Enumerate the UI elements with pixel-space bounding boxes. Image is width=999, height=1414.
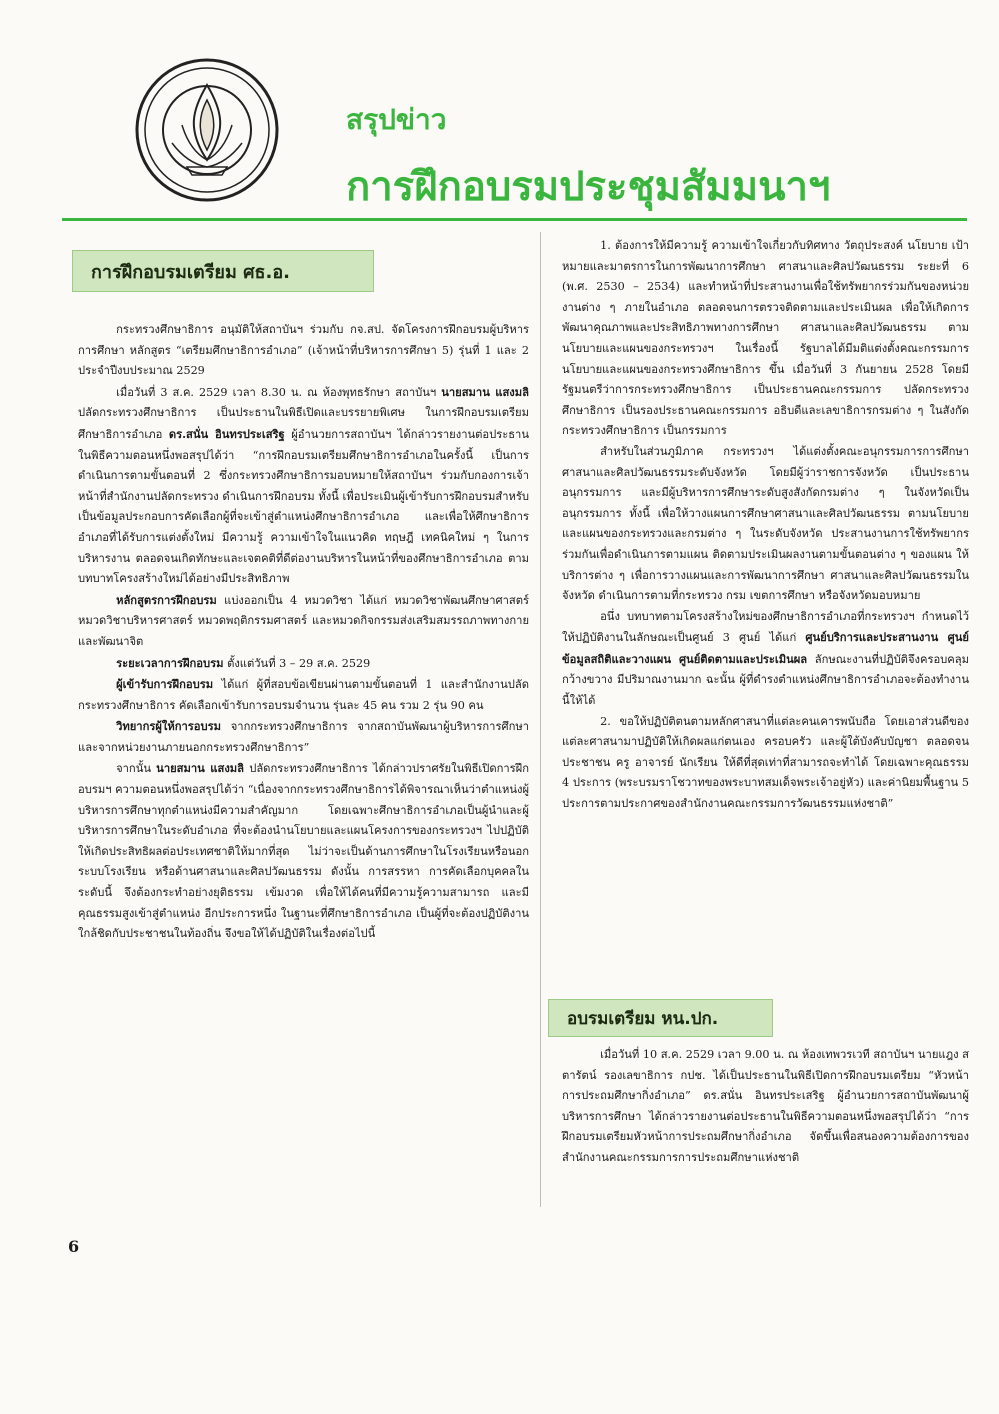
- right-paragraph-5: เมื่อวันที่ 10 ส.ค. 2529 เวลา 9.00 น. ณ ห้องเทพวรเวที สถาบันฯ นายแฎง สตารัตน์ รองเลขาธิการ กปช. ได้เป็นประธานในพิธีเปิดการฝึกอบรมเตรียม “หัวหน้าการประถมศึกษากิ่งอำเภอ” ดร.สนั่น อินทรประเสริฐ ผู้อำนวยการสถาบันพัฒนาผู้บริหารการศึกษา ได้กล่าวรายงานต่อประธานในพิธีความตอนหนึ่งพอสรุปได้ว่า “การฝึกอบรมเตรียมหัวหน้าการประถมศึกษากิ่งอำเภอ จัดขึ้นเพื่อสนองความต้องการของสำนักงานคณะกรรมการการประถมศึกษาแห่งชาติ: [562, 1048, 969, 1164]
- left-paragraph-4: ระยะเวลาการฝึกอบรม ตั้งแต่วันที่ 3 – 29 ส.ค. 2529: [116, 655, 371, 670]
- left-paragraph-7: จากนั้น นายสมาน แสงมลิ ปลัดกระทรวงศึกษาธิการ ได้กล่าวปราศรัยในพิธีเปิดการฝึกอบรมฯ ความตอนหนึ่งพอสรุปได้ว่า “เนื่องจากกระทรวงศึกษาธิการได้พิจารณาเห็นว่าตำแหน่งผู้บริหารการศึกษาทุกตำแหน่งมีความสำคัญมาก โดยเฉพาะศึกษาธิการอำเภอเป็นผู้นำและผู้บริหารการศึกษาในระดับอำเภอ ที่จะต้องนำนโยบายและแผนโครงการของกระทรวงฯ ไปปฏิบัติให้เกิดประสิทธิผลต่อประเทศชาติให้มากที่สุด ไม่ว่าจะเป็นด้านการศึกษาในโรงเรียนหรือนอกระบบโรงเรียน หรือด้านศาสนาและศิลปวัฒนธรรม ดังนั้น การสรรหา การคัดเลือกบุคคลในระดับนี้ จึงต้องกระทำอย่างยุติธรรม เข้มงวด เพื่อให้ได้คนที่มีความรู้ความสามารถ และมีคุณธรรมสูงเข้าสู่ตำแหน่ง อีกประการหนึ่ง ในฐานะที่ศึกษาธิการอำเภอ เป็นผู้ที่จะต้องปฏิบัติงานใกล้ชิดกับประชาชนในท้องถิ่น จึงขอให้ได้ปฏิบัติในเรื่องต่อไปนี้: [78, 761, 530, 941]
- page-number: 6: [68, 1237, 80, 1256]
- page-title: การฝึกอบรมประชุมสัมมนาฯ: [346, 164, 831, 210]
- right-paragraph-1: 1. ต้องการให้มีความรู้ ความเข้าใจเกี่ยวกับทิศทาง วัตถุประสงค์ นโยบาย เป้าหมายและมาตรการในการพัฒนาการศึกษา ศาสนาและศิลปวัฒนธรรม ระยะที่ 6 (พ.ศ. 2530 – 2534) และทำหน้าที่ประสานงานเพื่อใช้ทรัพยากรร่วมกันของหน่วยงานต่าง ๆ ภายในอำเภอ ตลอดจนการตรวจติดตามและประเมินผล เพื่อให้เกิดการพัฒนาคุณภาพและประสิทธิภาพทางการศึกษา ศาสนาและศิลปวัฒนธรรม ตามนโยบายและแผนของกระทรวงฯ ในเรื่องนี้ รัฐบาลได้มีมติแต่งตั้งคณะกรรมการนโยบายและแผนของกระทรวงศึกษาธิการ ขึ้น เมื่อวันที่ 3 กันยายน 2528 โดยมี รัฐมนตรีว่าการกระทรวงศึกษาธิการ เป็นประธานคณะกรรมการ ปลัดกระทรวงศึกษาธิการ เป็นรองประธานคณะกรรมการ อธิบดีและเลขาธิการกรมต่าง ๆ ในสังกัดกระทรวงศึกษาธิการ เป็นกรรมการ: [562, 239, 969, 438]
- right-paragraph-2: สำหรับในส่วนภูมิภาค กระทรวงฯ ได้แต่งตั้งคณะอนุกรรมการการศึกษา ศาสนาและศิลปวัฒนธรรมระดับจังหวัด โดยมีผู้ว่าราชการจังหวัด เป็นประธานอนุกรรมการ และมีผู้บริหารการศึกษาระดับสูงสังกัดกรมต่าง ๆ ในจังหวัดเป็นอนุกรรมการ ทั้งนี้ เพื่อให้วางแผนการศึกษาศาสนาและศิลปวัฒนธรรม ตามนโยบายและแผนของกระทรวงและกรมต่าง ๆ ในระดับจังหวัด ประสานงานการใช้ทรัพยากรร่วมกันเพื่อดำเนินการตามแผน ติดตามประเมินผลงานตามขั้นตอนต่าง ๆ ของแผน ให้บริการต่าง ๆ เพื่อการวางแผนและการพัฒนาการศึกษา ศาสนาและศิลปวัฒนธรรมในจังหวัด ดำเนินการตามที่กระทรวง กรม เขตการศึกษา หรือจังหวัดมอบหมาย: [562, 444, 969, 603]
- left-paragraph-3: หลักสูตรการฝึกอบรม แบ่งออกเป็น 4 หมวดวิชา ได้แก่ หมวดวิชาพัฒนศึกษาศาสตร์ หมวดวิชาบริหารศาสตร์ หมวดพฤติกรรมศาสตร์ และหมวดกิจกรรมส่งเสริมสมรรถภาพทางกายและพัฒนาจิต: [78, 592, 529, 648]
- right-column: [562, 236, 969, 815]
- left-section-heading: [72, 250, 374, 292]
- left-section-title: การฝึกอบรมเตรียม ศธ.อ.: [91, 261, 290, 283]
- left-paragraph-5: ผู้เข้ารับการฝึกอบรม ได้แก่ ผู้ที่สอบข้อเขียนผ่านตามขั้นตอนที่ 1 และสำนักงานปลัดกระทรวงศึกษาธิการ คัดเลือกเข้ารับการอบรมจำนวน รุ่นละ 45 คน รวม 2 รุ่น 90 คน: [78, 677, 529, 712]
- header-kicker: สรุปข่าว: [346, 103, 447, 136]
- right-section-title: อบรมเตรียม หน.ปก.: [567, 1008, 719, 1029]
- left-column: [78, 320, 529, 945]
- column-divider: [540, 232, 541, 1207]
- right-section-heading: [548, 999, 773, 1037]
- right-column-bottom: [562, 1045, 969, 1169]
- left-paragraph-6: วิทยากรผู้ให้การอบรม จากกระทรวงศึกษาธิการ จากสถาบันพัฒนาผู้บริหารการศึกษา และจากหน่วยงานภายนอกกระทรวงศึกษาธิการ”: [78, 719, 529, 754]
- right-paragraph-3: อนึ่ง บทบาทตามโครงสร้างใหม่ของศึกษาธิการอำเภอที่กระทรวงฯ กำหนดไว้ให้ปฏิบัติงานในลักษณะเป็นศูนย์ 3 ศูนย์ ได้แก่ ศูนย์บริการและประสานงาน ศูนย์ข้อมูลสถิติและวางแผน ศูนย์ติดตามและประเมินผล ลักษณะงานที่ปฏิบัติจึงครอบคลุม กว้างขวาง มีปริมาณงานมาก ฉะนั้น ผู้ที่ดำรงตำแหน่งศึกษาธิการอำเภอจะต้องทำงานนี้ให้ได้: [562, 609, 969, 708]
- institute-seal-logo: [132, 55, 282, 205]
- right-paragraph-4: 2. ขอให้ปฏิบัติตนตามหลักศาสนาที่แต่ละคนเคารพนับถือ โดยเอาส่วนดีของแต่ละศาสนามาปฏิบัติให้เกิดผลแก่ตนเอง ครอบครัว และผู้ใต้บังคับบัญชา ตลอดจนประชาชน ครู อาจารย์ นักเรียน ให้ดีที่สุดเท่าที่สามารถจะทำได้ โดยเฉพาะคุณธรรม 4 ประการ (พระบรมราโชวาทของพระบาทสมเด็จพระเจ้าอยู่หัว) และค่านิยมพื้นฐาน 5 ประการตามประกาศของสำนักงานคณะกรรมการวัฒนธรรมแห่งชาติ”: [562, 714, 969, 811]
- lotus-emblem-icon: [132, 55, 282, 205]
- left-paragraph-2: เมื่อวันที่ 3 ส.ค. 2529 เวลา 8.30 น. ณ ห้องพุทธรักษา สถาบันฯ นายสมาน แสงมลิ ปลัดกระทรวงศึกษาธิการ เป็นประธานในพิธีเปิดและบรรยายพิเศษ ในการฝึกอบรมเตรียมศึกษาธิการอำเภอ ดร.สนั่น อินทรประเสริฐ ผู้อำนวยการสถาบันฯ ได้กล่าวรายงานต่อประธานในพิธีความตอนหนึ่งพอสรุปได้ว่า “การฝึกอบรมเตรียมศึกษาธิการอำเภอในครั้งนี้ เป็นการดำเนินการตามขั้นตอนที่ 2 ซึ่งกระทรวงศึกษาธิการมอบหมายให้สถาบันฯ ร่วมกับกองการเจ้าหน้าที่สำนักงานปลัดกระทรวง ดำเนินการฝึกอบรม ทั้งนี้ เพื่อประเมินผู้เข้ารับการฝึกอบรมสำหรับเป็นข้อมูลประกอบการคัดเลือกผู้ที่จะเข้าสู่ตำแหน่งศึกษาธิการอำเภอ และเพื่อให้ศึกษาธิการอำเภอที่ได้รับการแต่งตั้งใหม่ มีความรู้ ความเข้าใจในแนวคิด ทฤษฎี เทคนิคใหม่ ๆ ในการบริหารงาน ตลอดจนเกิดทักษะและเจตคติที่ดีต่องานบริหารในหน้าที่ของศึกษาธิการอำเภอ ตามบทบาทโครงสร้างใหม่ได้อย่างมีประสิทธิภาพ: [78, 384, 529, 586]
- header-divider: [62, 218, 967, 221]
- left-paragraph-1: กระทรวงศึกษาธิการ อนุมัติให้สถาบันฯ ร่วมกับ กจ.สป. จัดโครงการฝึกอบรมผู้บริหารการศึกษา หลักสูตร “เตรียมศึกษาธิการอำเภอ” (เจ้าหน้าที่บริหารการศึกษา 5) รุ่นที่ 1 และ 2 ประจำปีงบประมาณ 2529: [78, 323, 529, 378]
